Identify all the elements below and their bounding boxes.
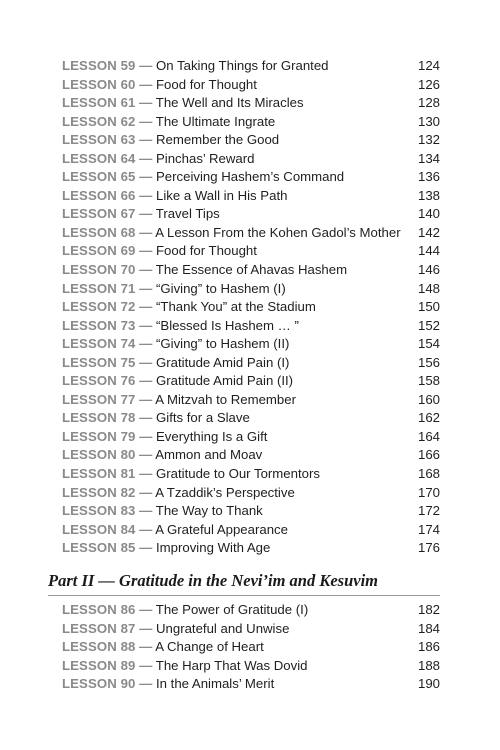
separator-dash: — (139, 657, 153, 673)
toc-entry[interactable] (62, 638, 440, 657)
lesson-number: LESSON 88 (62, 639, 136, 655)
lesson-number: LESSON 83 (62, 503, 136, 519)
lesson-title: The Power of Gratitude (I) (155, 602, 309, 617)
lesson-title: Improving With Age (156, 540, 271, 556)
lesson-number: LESSON 67 (62, 206, 136, 222)
lesson-title: The Ultimate Ingrate (155, 113, 276, 129)
lesson-number: LESSON 84 (62, 521, 136, 537)
separator-dash: — (139, 676, 153, 692)
lesson-title: Travel Tips (155, 206, 220, 222)
lesson-number: LESSON 73 (62, 317, 136, 333)
toc-entry[interactable] (62, 391, 440, 410)
lesson-number: LESSON 60 (62, 76, 136, 92)
lesson-title: Gratitude Amid Pain (II) (156, 373, 294, 389)
page-number: 132 (417, 132, 440, 148)
separator-dash: — (139, 484, 153, 500)
page-number: 126 (417, 76, 440, 92)
separator-dash: — (139, 410, 153, 426)
page-number: 154 (417, 336, 440, 352)
lesson-number: LESSON 61 (62, 95, 136, 111)
lesson-title: On Taking Things for Granted (156, 58, 329, 73)
lesson-number: LESSON 82 (62, 484, 136, 500)
lesson-title: “Thank You” at the Stadium (156, 299, 316, 315)
lesson-number: LESSON 79 (62, 428, 136, 444)
page-number: 168 (417, 466, 440, 482)
lesson-title: “Giving” to Hashem (II) (156, 336, 290, 352)
lesson-title: “Blessed Is Hashem … ” (156, 317, 299, 333)
toc-entry[interactable] (62, 675, 440, 694)
separator-dash: — (139, 447, 153, 463)
lesson-title: The Well and Its Miracles (155, 95, 304, 111)
lesson-title: Ammon and Moav (155, 447, 263, 463)
separator-dash: — (139, 113, 153, 129)
lesson-title: Gratitude to Our Tormentors (156, 466, 320, 482)
toc-entry[interactable] (62, 76, 440, 95)
page-number: 148 (417, 280, 440, 296)
separator-dash: — (139, 639, 153, 655)
lesson-number: LESSON 77 (62, 391, 136, 407)
toc-entry[interactable] (62, 187, 440, 206)
lesson-number: LESSON 75 (62, 354, 136, 370)
page-number: 174 (417, 521, 440, 537)
lesson-title: The Way to Thank (155, 503, 263, 519)
separator-dash: — (139, 76, 153, 92)
page-number: 138 (417, 187, 440, 203)
separator-dash: — (139, 169, 153, 185)
lesson-title: Ungrateful and Unwise (156, 620, 290, 636)
toc-entry[interactable] (62, 94, 440, 113)
page-number: 164 (417, 428, 440, 444)
lesson-number: LESSON 65 (62, 169, 136, 185)
page-number: 146 (417, 262, 440, 278)
toc-entry[interactable] (62, 150, 440, 169)
toc-entry[interactable] (62, 242, 440, 261)
page-number: 130 (417, 113, 440, 129)
lesson-title: A Change of Heart (155, 639, 264, 655)
toc-entry[interactable] (62, 205, 440, 224)
page-number: 142 (417, 224, 440, 240)
page-number: 128 (417, 95, 440, 111)
part-2-header (48, 570, 440, 596)
lesson-number: LESSON 63 (62, 132, 136, 148)
separator-dash: — (139, 354, 153, 370)
page-number: 160 (417, 391, 440, 407)
toc-entry[interactable] (62, 502, 440, 521)
toc-entry[interactable] (62, 354, 440, 373)
toc-entry[interactable] (62, 317, 440, 336)
separator-dash: — (139, 317, 153, 333)
separator-dash: — (139, 243, 153, 259)
lesson-number: LESSON 90 (62, 676, 136, 692)
page-number: 182 (417, 602, 440, 617)
lesson-title: In the Animals’ Merit (156, 676, 275, 692)
separator-dash: — (139, 620, 153, 636)
lesson-number: LESSON 64 (62, 150, 136, 166)
page-number: 186 (417, 639, 440, 655)
lesson-number: LESSON 66 (62, 187, 136, 203)
toc-entry[interactable] (62, 446, 440, 465)
lesson-title: Remember the Good (156, 132, 280, 148)
lesson-number: LESSON 87 (62, 620, 136, 636)
lesson-title: A Grateful Appearance (155, 521, 288, 537)
lesson-title: Everything Is a Gift (156, 428, 268, 444)
lesson-number: LESSON 85 (62, 540, 136, 556)
toc-entry[interactable] (62, 409, 440, 428)
toc-entry[interactable] (62, 539, 440, 558)
lesson-title: Perceiving Hashem’s Command (156, 169, 345, 185)
toc-entry[interactable] (62, 372, 440, 391)
separator-dash: — (139, 602, 153, 617)
lesson-title: Pinchas’ Reward (156, 150, 255, 166)
separator-dash: — (139, 299, 153, 315)
page-number: 124 (417, 58, 440, 73)
separator-dash: — (139, 224, 153, 240)
lesson-number: LESSON 70 (62, 262, 136, 278)
lesson-title: Gifts for a Slave (156, 410, 250, 426)
lesson-title: Like a Wall in His Path (156, 187, 288, 203)
toc-entry[interactable] (62, 428, 440, 447)
toc-entry[interactable] (62, 484, 440, 503)
separator-dash: — (139, 540, 153, 556)
separator-dash: — (139, 58, 153, 73)
lesson-number: LESSON 89 (62, 657, 136, 673)
separator-dash: — (139, 336, 153, 352)
page-number: 134 (417, 150, 440, 166)
separator-dash: — (139, 373, 153, 389)
lesson-number: LESSON 72 (62, 299, 136, 315)
lesson-number: LESSON 81 (62, 466, 136, 482)
separator-dash: — (139, 521, 153, 537)
separator-dash: — (139, 466, 153, 482)
toc-list-part-2 (62, 601, 440, 694)
lesson-title: The Essence of Ahavas Hashem (155, 262, 348, 278)
page-number: 156 (417, 354, 440, 370)
toc-entry[interactable] (62, 465, 440, 484)
page-number: 190 (417, 676, 440, 692)
toc-entry[interactable] (62, 620, 440, 639)
lesson-number: LESSON 59 (62, 58, 136, 73)
toc-entry[interactable] (62, 224, 440, 243)
part-2-divider (48, 595, 440, 596)
page-number: 184 (417, 620, 440, 636)
page-number: 150 (417, 299, 440, 315)
toc-entry[interactable] (62, 280, 440, 299)
separator-dash: — (139, 187, 153, 203)
separator-dash: — (139, 132, 153, 148)
lesson-number: LESSON 68 (62, 224, 136, 240)
toc-list-part-1 (62, 57, 440, 558)
separator-dash: — (139, 206, 153, 222)
toc-entry[interactable] (62, 335, 440, 354)
page-number: 172 (417, 503, 440, 519)
page-number: 144 (417, 243, 440, 259)
separator-dash: — (139, 95, 153, 111)
toc-entry[interactable] (62, 57, 440, 76)
separator-dash: — (139, 428, 153, 444)
toc-entry[interactable] (62, 261, 440, 280)
lesson-number: LESSON 76 (62, 373, 136, 389)
lesson-number: LESSON 62 (62, 113, 136, 129)
page-number: 188 (417, 657, 440, 673)
toc-entry[interactable] (62, 131, 440, 150)
toc-entry[interactable] (62, 601, 440, 620)
page-number: 170 (417, 484, 440, 500)
page-number: 136 (417, 169, 440, 185)
lesson-title: Gratitude Amid Pain (I) (156, 354, 290, 370)
part-2-title: Part II — Gratitude in the Nevi’im and Kesuvim (48, 571, 379, 590)
separator-dash: — (139, 262, 153, 278)
lesson-title: “Giving” to Hashem (I) (156, 280, 286, 296)
lesson-number: LESSON 71 (62, 280, 136, 296)
lesson-number: LESSON 78 (62, 410, 136, 426)
page-number: 140 (417, 206, 440, 222)
separator-dash: — (139, 391, 153, 407)
lesson-title: A Tzaddik’s Perspective (155, 484, 295, 500)
page-number: 166 (417, 447, 440, 463)
page-number: 158 (417, 373, 440, 389)
separator-dash: — (139, 503, 153, 519)
lesson-title: A Mitzvah to Remember (155, 391, 296, 407)
lesson-title: The Harp That Was Dovid (155, 657, 308, 673)
lesson-title: Food for Thought (156, 243, 257, 259)
toc-entry[interactable] (62, 168, 440, 187)
toc-entry[interactable] (62, 521, 440, 540)
lesson-number: LESSON 69 (62, 243, 136, 259)
separator-dash: — (139, 150, 153, 166)
toc-entry[interactable] (62, 113, 440, 132)
page-number: 176 (417, 540, 440, 556)
page-number: 162 (417, 410, 440, 426)
page-number: 152 (417, 317, 440, 333)
lesson-title: Food for Thought (156, 76, 257, 92)
lesson-number: LESSON 80 (62, 447, 136, 463)
separator-dash: — (139, 280, 153, 296)
lesson-number: LESSON 74 (62, 336, 136, 352)
lesson-title: A Lesson From the Kohen Gadol’s Mother (155, 224, 401, 240)
toc-entry[interactable] (62, 657, 440, 676)
lesson-number: LESSON 86 (62, 602, 136, 617)
toc-entry[interactable] (62, 298, 440, 317)
